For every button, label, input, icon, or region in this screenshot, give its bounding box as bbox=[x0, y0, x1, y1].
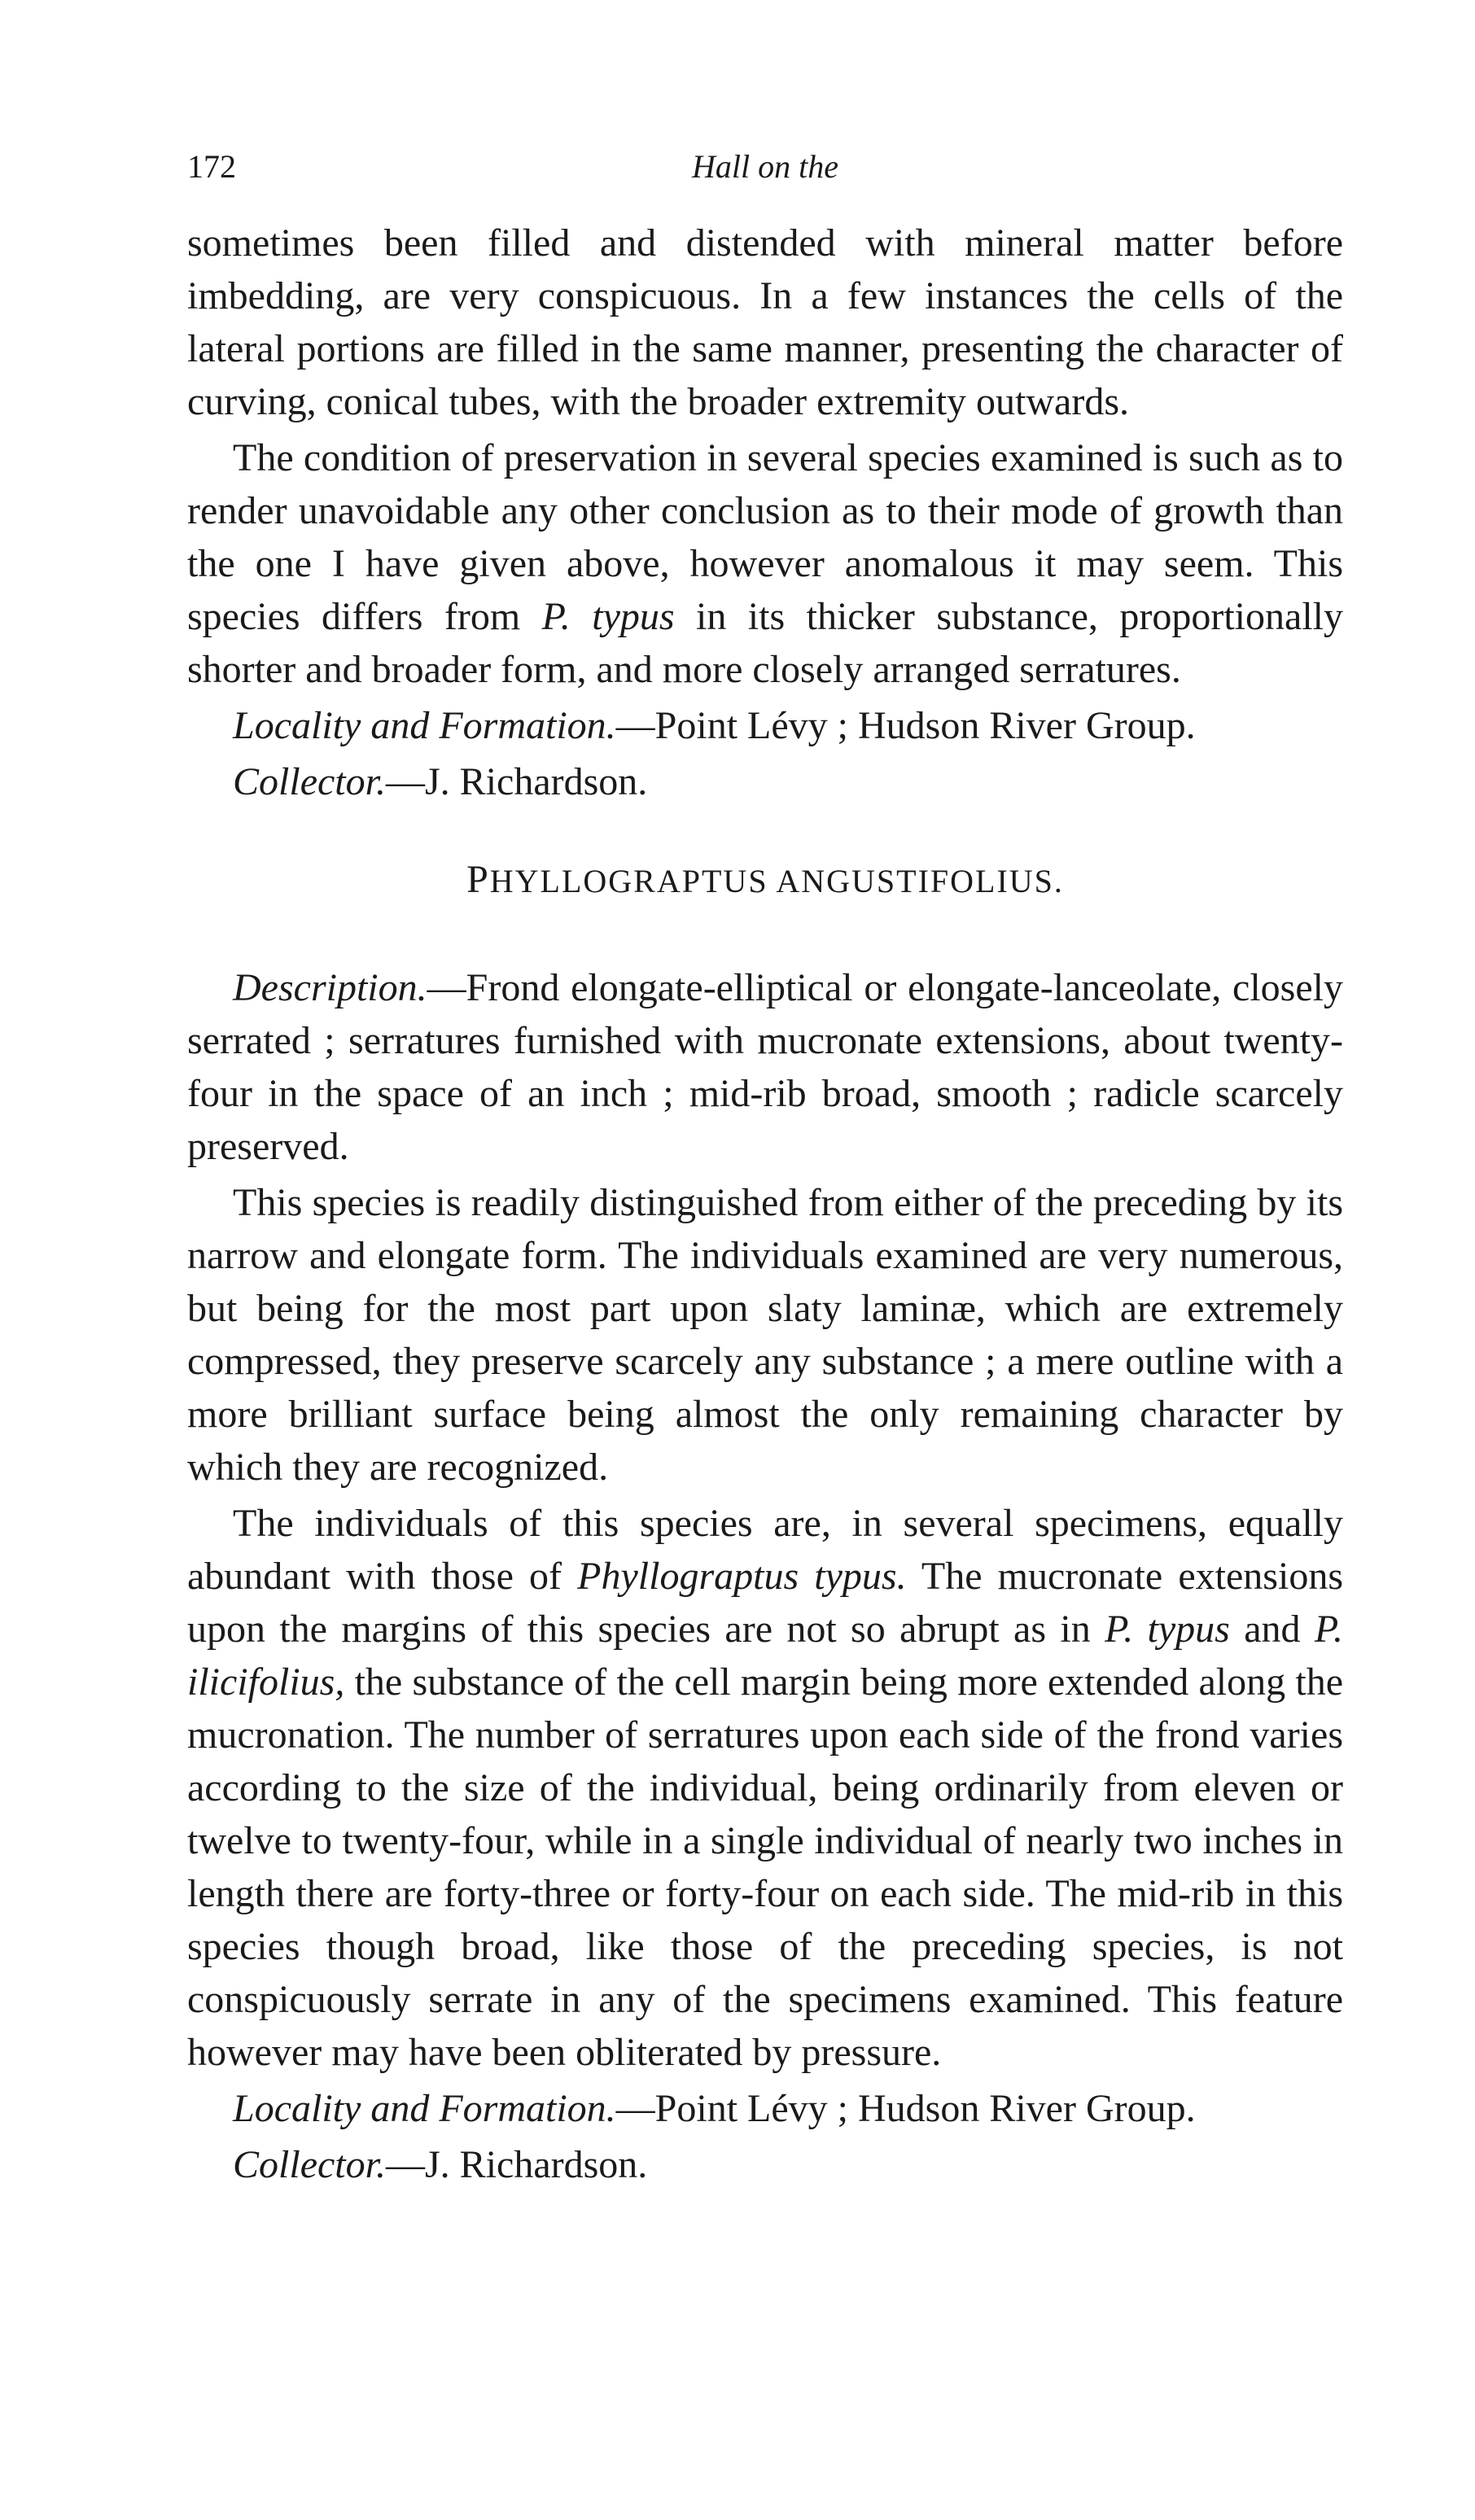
description-text: —Frond elongate-elliptical or elongate-lanceolate, closely serrated ; serratures furnished with mucronate extensions, about twenty-four in the space of an inch ; mid-rib broad, smooth ; radicle scarcely preserved. bbox=[187, 966, 1343, 1168]
description-paragraph bbox=[187, 961, 1343, 1173]
taxon-name: P. typus bbox=[1105, 1608, 1230, 1651]
collector-label: Collector. bbox=[233, 760, 386, 803]
body-text bbox=[187, 217, 1343, 2191]
running-head bbox=[187, 138, 1343, 195]
paragraph-distinction: This species is readily distinguished from either of the preceding by its narrow and elongate form. The individuals examined are very numerous, but being for the most part upon slaty laminæ, which are extremely compressed, they preserve scarcely any substance ; a mere outline with a more brilliant surface being almost the only remaining character by which they are recognized. bbox=[187, 1181, 1343, 1489]
page bbox=[187, 138, 1343, 2194]
taxon-name: P. ilicifolius, bbox=[187, 1608, 1344, 1704]
page-number: 172 bbox=[187, 148, 236, 185]
taxon-name: Phyllograptus typus. bbox=[577, 1555, 907, 1598]
locality-text: —Point Lévy ; Hudson River Group. bbox=[615, 2087, 1196, 2130]
collector-text: —J. Richardson. bbox=[386, 760, 648, 803]
taxon-name: P. typus bbox=[541, 595, 675, 638]
description-label: Description. bbox=[233, 966, 427, 1009]
paragraph-preservation: The condition of preservation in several species examined is such as to render unavoidable any other conclusion as to their mode of growth than the one I have given above, however anomalous it may seem. This species differs from P. typus in its thicker substance, proportionally shorter and broader form, and more closely arranged serratures. bbox=[187, 436, 1343, 691]
collector-text: —J. Richardson. bbox=[386, 2143, 648, 2186]
collector-line bbox=[187, 2138, 1343, 2191]
locality-label: Locality and Formation. bbox=[233, 704, 616, 747]
paragraph-individuals: The individuals of this species are, in several specimens, equally abundant with those of Phyllograptus typus. The mucronate extensions upon the margins of this species are not so abrupt as in P. typus and P. ilicifolius, the substance of the cell margin being more extended along the mucronation. The number of serratures upon each side of the frond varies according to the size of the individual, being ordinarily from eleven or twelve to twenty-four, while in a single individual of nearly two inches in length there are forty-three or forty-four on each side. The mid-rib in this species though broad, like those of the preceding species, is not conspicuously serrate in any of the specimens examined. This feature however may have been obliterated by pressure. bbox=[187, 1502, 1344, 2074]
species-heading: PHYLLOGRAPTUS ANGUSTIFOLIUS. bbox=[466, 858, 1064, 901]
locality-line bbox=[187, 2082, 1343, 2135]
locality-label: Locality and Formation. bbox=[233, 2087, 616, 2130]
collector-label: Collector. bbox=[233, 2143, 386, 2186]
running-title: Hall on the bbox=[692, 148, 838, 185]
collector-line bbox=[187, 755, 1343, 808]
locality-text: —Point Lévy ; Hudson River Group. bbox=[615, 704, 1196, 747]
paragraph-continuation: sometimes been filled and distended with mineral matter before imbedding, are very conspicuous. In a few instances the cells of the lateral portions are filled in the same manner, presenting the character of curving, conical tubes, with the broader extremity outwards. bbox=[187, 221, 1343, 423]
locality-line bbox=[187, 699, 1343, 752]
